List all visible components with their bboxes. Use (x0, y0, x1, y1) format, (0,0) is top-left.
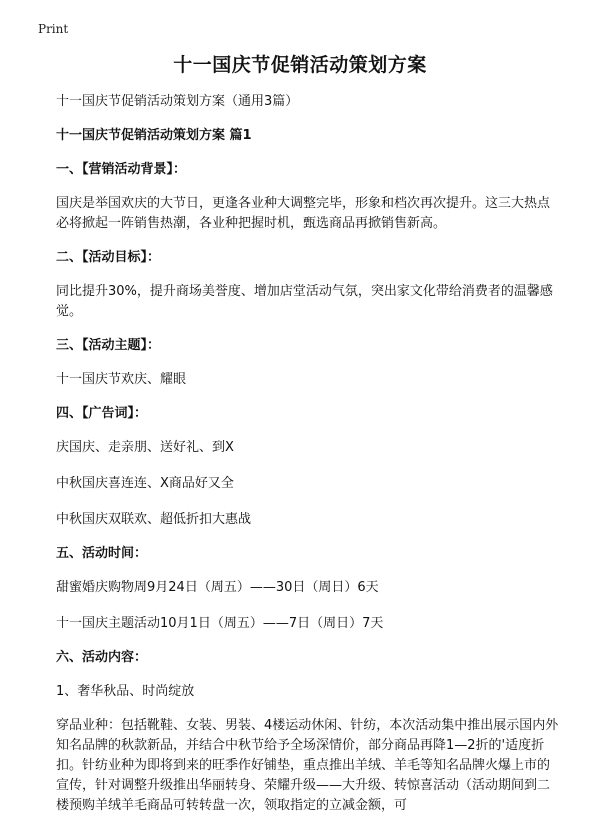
slogan-line: 中秋国庆双联欢、超低折扣大惠战 (56, 512, 252, 527)
goal-paragraph: 同比提升30%，提升商场美誉度、增加店堂活动气氛，突出家文化带给消费者的温馨感觉。 (56, 284, 553, 319)
content-paragraph: 穿品业种：包括靴鞋、女装、男装、4楼运动休闲、针纺，本次活动集中推出展示国内外知名品牌的秋款新品，并结合中秋节给予全场深情价，部分商品再降1—2折的'适度折扣。针纺业种为即将到来的旺季作好铺垫，重点推出羊绒、羊毛等知名品牌火爆上市的宣传，针对调整升级推出华丽转身、荣耀升级——大升级、转惊喜活动（活动期间到二楼预购羊绒羊毛商品可转转盘一次，领取指定的立减金额，可 (56, 718, 559, 813)
theme-paragraph: 十一国庆节欢庆、耀眼 (56, 372, 187, 387)
document-title: 十一国庆节促销活动策划方案 (173, 54, 427, 76)
background-paragraph: 国庆是举国欢庆的大节日，更逢各业种大调整完毕，形象和档次再次提升。这三大热点必将掀起一阵销售热潮，各业种把握时机，甄选商品再掀销售新高。 (56, 196, 551, 231)
article-heading: 十一国庆节促销活动策划方案 篇1 (56, 128, 252, 143)
slogan-line: 中秋国庆喜连连、X商品好又全 (56, 476, 234, 491)
time-line: 十一国庆主题活动10月1日（周五）——7日（周日）7天 (56, 616, 384, 631)
section-heading-time: 五、活动时间： (56, 546, 148, 561)
time-line: 甜蜜婚庆购物周9月24日（周五）——30日（周日）6天 (56, 580, 379, 595)
slogan-line: 庆国庆、走亲朋、送好礼、到X (56, 440, 234, 455)
section-heading-content: 六、活动内容： (56, 650, 148, 665)
section-heading-slogan: 四、【广告词】： (56, 406, 148, 421)
document-subtitle: 十一国庆节促销活动策划方案（通用3篇） (56, 94, 299, 109)
print-link[interactable]: Print (38, 22, 69, 36)
section-heading-background: 一、【营销活动背景】： (56, 162, 187, 177)
content-item-heading: 1、奢华秋品、时尚绽放 (56, 684, 195, 699)
section-heading-theme: 三、【活动主题】： (56, 338, 161, 353)
section-heading-goal: 二、【活动目标】： (56, 250, 161, 265)
document-body (56, 92, 560, 816)
